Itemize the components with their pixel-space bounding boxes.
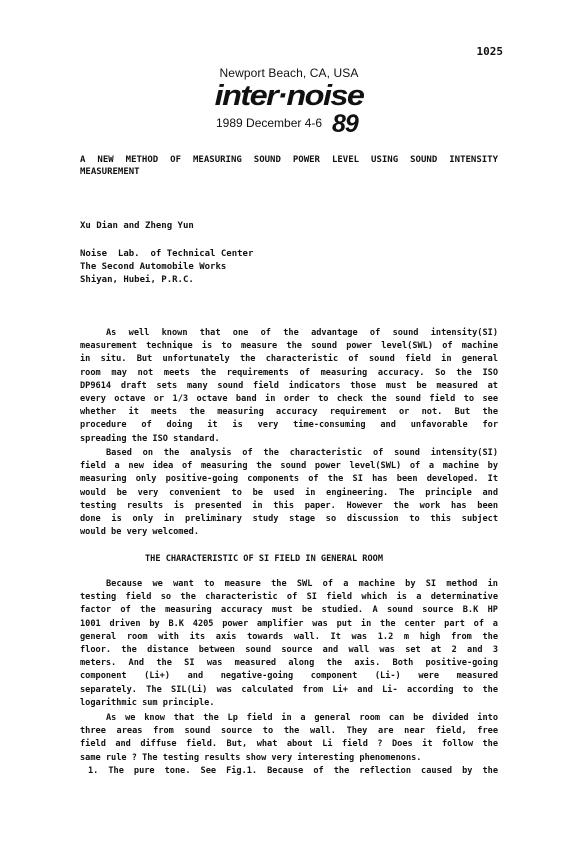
paragraph-lp-field (80, 712, 498, 778)
text-line: meters. And the SI was measured along the axis. Both positive-going (80, 658, 498, 669)
text-line: field and diffuse field. But, what about Li field ? Does it follow the (80, 739, 498, 750)
text-line: measuring only positive-going components of the SI has been developed. It (80, 474, 498, 485)
year-logo-mark: 89 (332, 110, 358, 138)
affiliation-line-1: Noise Lab. of Technical Center (80, 249, 254, 259)
text-line: 1001 driven by B.K 4205 power amplifier was put in the center part of a (80, 618, 498, 629)
text-line: room may not meets the requirements of measuring accuracy. So the ISO (80, 367, 498, 378)
text-line: As we know that the Lp field in a general room can be divided into (106, 713, 498, 723)
text-line: measurement technique is to measure the sound power level(SWL) of machine (80, 341, 498, 352)
text-line: same rule ? The testing results show very interesting phenomenons. (80, 752, 422, 763)
paper-title (80, 154, 498, 178)
text-line: floor. the distance between sound source and wall was set at 2 and 3 (80, 645, 498, 656)
affiliation-line-3: Shiyan, Hubei, P.R.C. (80, 275, 194, 285)
text-line: testing field so the characteristic of SI field which is a determinative (80, 592, 498, 603)
conference-date: 1989 December 4-6 (216, 116, 323, 130)
affiliation-line-2: The Second Automobile Works (80, 262, 227, 272)
section-heading: THE CHARACTERISTIC OF SI FIELD IN GENERAL ROOM (145, 554, 383, 564)
authors: Xu Dian and Zheng Yun (80, 221, 194, 231)
text-line: factor of the measuring accuracy must be studied. A sound source B.K HP (80, 605, 498, 616)
text-line: Based on the analysis of the characteristic of sound intensity(SI) (106, 448, 498, 458)
text-line: general room with its axis towards wall. It was 1.2 m high from the (80, 631, 498, 642)
page-number: 1025 (476, 45, 503, 58)
text-line: would be very welcomed. (80, 527, 199, 538)
text-line: spreading the ISO standard. (80, 433, 220, 444)
paragraph-si-field (80, 578, 498, 710)
text-line: component (Li+) and negative-going component (Li-) were measured (80, 671, 498, 682)
text-line: would be very convenient to be used in engineering. The principle and (80, 487, 498, 498)
conference-date-line (0, 112, 578, 136)
title-line-2: MEASUREMENT (80, 167, 140, 177)
text-line: 1. The pure tone. See Fig.1. Because of the reflection caused by the (88, 765, 498, 776)
paragraph-introduction (80, 327, 498, 446)
text-line: logarithmic sum principle. (80, 697, 215, 708)
text-line: field a new idea of measuring the sound power level(SWL) of a machine by (80, 461, 498, 472)
text-line: separately. The SIL(Li) was calculated from Li+ and Li- according to the (80, 684, 498, 695)
text-line: Because we want to measure the SWL of a machine by SI method in (106, 579, 498, 589)
text-line: procedure of doing it is very time-consuming and unfavorable for (80, 420, 498, 431)
text-line: every octave or 1/3 octave band in order to check the sound field to see (80, 394, 498, 405)
conference-location: Newport Beach, CA, USA (219, 66, 359, 80)
text-line: DP9614 draft sets many sound field indicators those must be measured at (80, 380, 498, 391)
conference-header (0, 66, 578, 136)
text-line: As well known that one of the advantage of sound intensity(SI) (106, 328, 498, 338)
text-line: whether it meets the measuring accuracy requirement or not. But the (80, 407, 498, 418)
text-line: three areas from sound source to the wall. They are near field, free (80, 726, 498, 737)
text-line: in situ. But unfortunately the characteristic of sound field in general (80, 354, 498, 365)
internoise-logo: inter·noise (214, 80, 364, 112)
title-line-1: A NEW METHOD OF MEASURING SOUND POWER LEVEL USING SOUND INTENSITY (80, 155, 498, 165)
text-line: done is only in preliminary study stage so discussion to this subject (80, 514, 498, 525)
affiliation (80, 248, 253, 287)
paragraph-new-idea (80, 447, 498, 539)
text-line: testing results is presented in this paper. However the work has been (80, 500, 498, 511)
